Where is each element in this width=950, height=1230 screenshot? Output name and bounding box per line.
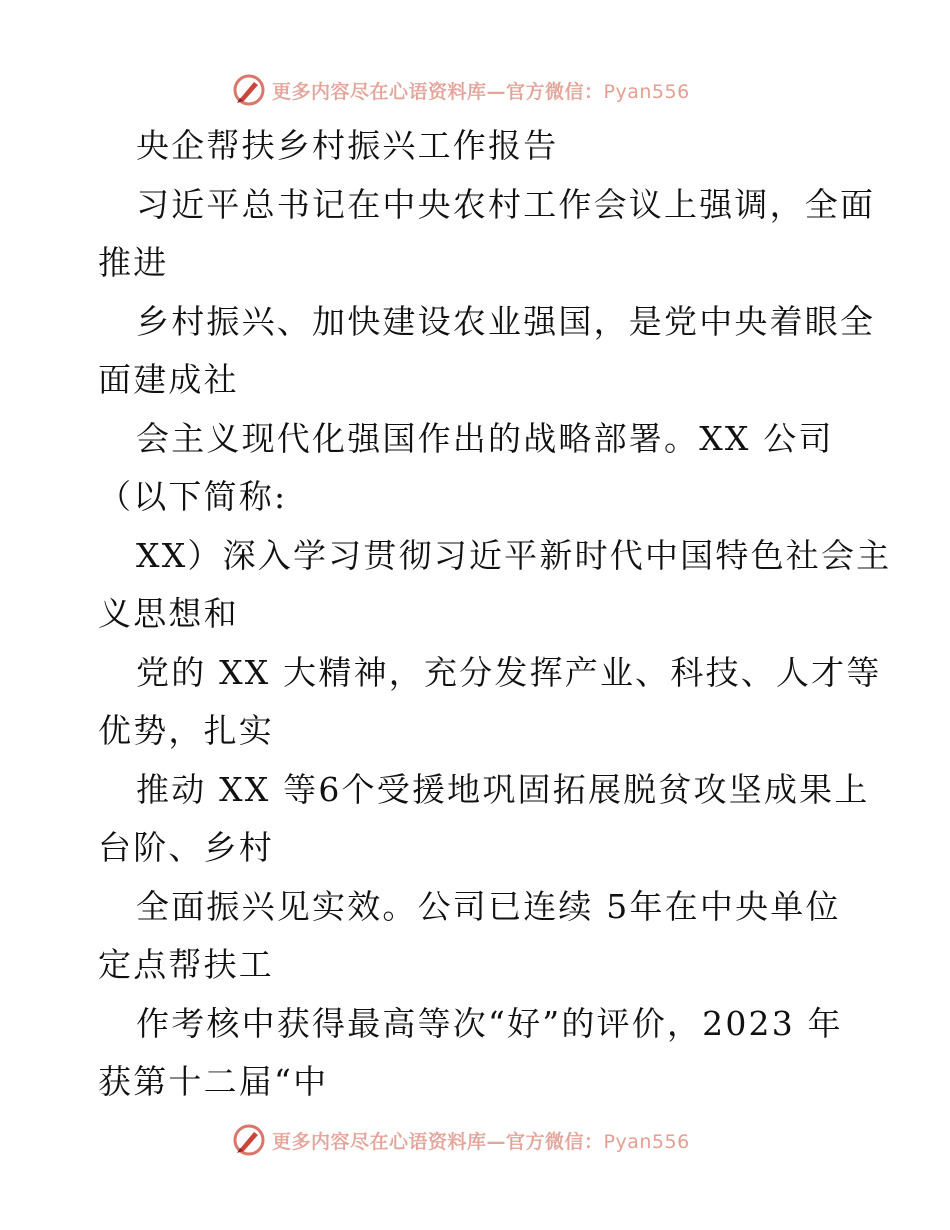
document-title: 央企帮扶乡村振兴工作报告 <box>136 126 559 165</box>
document-body <box>98 117 892 1112</box>
paragraph-line: 习近平总书记在中央农村工作会议上强调，全面 <box>136 184 876 224</box>
paragraph-line: 乡村振兴、加快建设农业强国，是党中央着眼全 <box>136 301 876 341</box>
paragraph-line: 台阶、乡村 <box>98 828 274 867</box>
paragraph-line: 全面振兴见实效。公司已连续 5年在中央单位 <box>136 886 841 926</box>
pen-logo-icon <box>232 1123 266 1157</box>
paragraph-line: 义思想和 <box>98 594 239 633</box>
pen-logo-icon <box>232 73 266 107</box>
paragraph-line: XX）深入学习贯彻习近平新时代中国特色社会主 <box>136 535 892 575</box>
watermark-footer <box>232 1123 690 1157</box>
paragraph-line: 优势，扎实 <box>98 711 274 750</box>
paragraph-line: 推进 <box>98 243 169 282</box>
watermark-label: 更多内容尽在心语资料库—官方微信：Pyan556 <box>272 80 690 103</box>
watermark-header <box>232 73 690 107</box>
paragraph-line: 会主义现代化强国作出的战略部署。XX 公司 <box>136 418 834 458</box>
paragraph-line: 定点帮扶工 <box>98 945 274 984</box>
watermark-label: 更多内容尽在心语资料库—官方微信：Pyan556 <box>272 1130 690 1153</box>
watermark-id: Pyan556 <box>603 80 690 103</box>
paragraph-line: 面建成社 <box>98 360 239 399</box>
paragraph-line: 推动 XX 等6个受援地巩固拓展脱贫攻坚成果上 <box>136 769 870 809</box>
paragraph-line: 党的 XX 大精神，充分发挥产业、科技、人才等 <box>136 652 882 692</box>
paragraph-line: 获第十二届“中 <box>98 1062 329 1101</box>
watermark-id: Pyan556 <box>603 1130 690 1153</box>
paragraph-line: （以下简称: <box>98 477 288 516</box>
paragraph-line: 作考核中获得最高等次“好”的评价，2023 年 <box>136 1003 843 1043</box>
